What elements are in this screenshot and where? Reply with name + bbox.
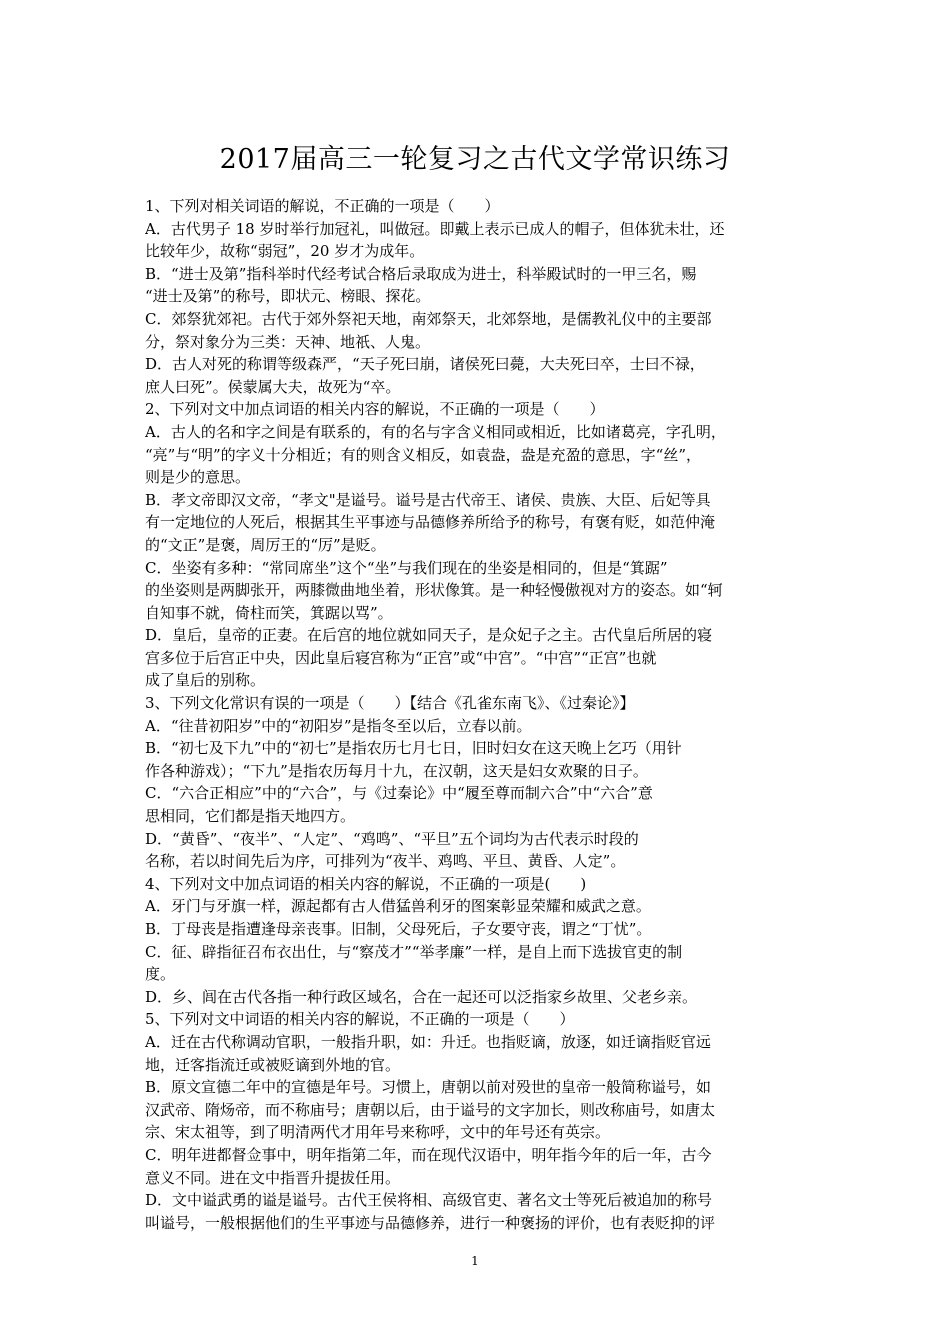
text-line: 比较年少，故称“弱冠”，20 岁才为成年。 (145, 242, 425, 261)
answer-option (145, 715, 809, 738)
answer-option (145, 1076, 809, 1144)
answer-option (145, 1031, 809, 1076)
text-line: A．“往昔初阳岁”中的“初阳岁”是指冬至以后，立春以前。 (145, 716, 532, 735)
text-line: 则是少的意思。 (145, 468, 251, 487)
text-line: A．牙门与牙旗一样，源起都有古人借猛兽利牙的图案彰显荣耀和威武之意。 (145, 897, 651, 916)
text-line: C．明年进都督佥事中，明年指第二年，而在现代汉语中，明年指今年的后一年，古今 (145, 1145, 712, 1164)
question-stem (145, 873, 809, 896)
text-line: 思相同，它们都是指天地四方。 (145, 807, 356, 826)
text-line: B．原文宣德二年中的宣德是年号。习惯上，唐朝以前对殁世的皇帝一般简称谥号，如 (145, 1078, 712, 1097)
text-line: 5、下列对文中词语的相关内容的解说，不正确的一项是（ ） (145, 1010, 575, 1029)
text-line: A．古人的名和字之间是有联系的，有的名与字含义相同或相近，比如诸葛亮，字孔明， (145, 422, 726, 441)
text-line: 2、下列对文中加点词语的相关内容的解说，不正确的一项是（ ） (145, 400, 605, 419)
answer-option (145, 737, 809, 782)
question-stem (145, 692, 809, 715)
text-line: 汉武帝、隋炀帝，而不称庙号；唐朝以后，由于谥号的文字加长，则改称庙号，如唐太 (145, 1100, 716, 1119)
answer-option (145, 263, 809, 308)
text-line: D．“黄昏”、“夜半”、“人定”、“鸡鸣”、“平旦”五个词均为古代表示时段的 (145, 829, 639, 848)
text-line: 地，迁客指流迁或被贬谪到外地的官。 (145, 1055, 401, 1074)
text-line: B．丁母丧是指遭逢母亲丧事。旧制，父母死后，子女要守丧，谓之“丁忧”。 (145, 920, 652, 938)
text-line: B．“进士及第”指科举时代经考试合格后录取成为进士，科举殿试时的一甲三名，赐 (145, 264, 697, 283)
answer-option (145, 421, 809, 489)
answer-option (145, 895, 809, 918)
question-stem (145, 195, 809, 218)
text-line: 作各种游戏）；“下九”是指农历每月十九，在汉朝，这天是妇女欢聚的日子。 (145, 761, 648, 780)
document-title: 2017届高三一轮复习之古代文学常识练习 (219, 144, 731, 175)
text-line: 3、下列文化常识有误的一项是（ ）【结合《孔雀东南飞》、《过秦论》】 (145, 694, 635, 713)
text-line: B．孝文帝即汉文帝，“孝文"是谥号。谥号是古代帝王、诸侯、贵族、大臣、后妃等具 (145, 490, 711, 509)
answer-option (145, 1144, 809, 1189)
text-line: 有一定地位的人死后，根据其生平事迹与品德修养所给予的称号，有褒有贬，如范仲淹 (145, 513, 716, 532)
text-line: 宗、宋太祖等，到了明清两代才用年号来称呼，文中的年号还有英宗。 (145, 1123, 611, 1142)
text-line: D．皇后，皇帝的正妻。在后宫的地位就如同天子，是众妃子之主。古代皇后所居的寝 (145, 626, 713, 645)
text-line: 意义不同。进在文中指晋升提拔任用。 (145, 1168, 401, 1187)
answer-option (145, 986, 809, 1009)
answer-option (145, 308, 809, 353)
text-line: 的坐姿则是两脚张开，两膝微曲地坐着，形状像箕。是一种轻慢傲视对方的姿态。如“轲 (145, 581, 723, 600)
text-line: 宫多位于后宫正中央，因此皇后寝宫称为“正宫”或“中宫”。“中宫”“正宫”也就 (145, 648, 657, 667)
answer-option (145, 353, 809, 398)
text-line: C．“六合正相应”中的“六合”，与《过秦论》中“履至尊而制六合”中“六合”意 (145, 784, 653, 803)
text-line: A．迁在古代称调动官职，一般指升职，如：升迁。也指贬谪，放逐，如迁谪指贬官远 (145, 1032, 711, 1051)
text-line: 叫谥号，一般根据他们的生平事迹与品德修养，进行一种褒扬的评价，也有表贬抑的评 (145, 1213, 716, 1232)
text-line: 自知事不就，倚柱而笑，箕踞以骂”。 (145, 603, 393, 622)
answer-option (145, 828, 809, 873)
text-line: D．文中谥武勇的谥是谥号。古代王侯将相、高级官吏、著名文士等死后被追加的称号 (145, 1191, 713, 1210)
question-stem (145, 398, 809, 421)
text-line: D．乡、闾在古代各指一种行政区域名，合在一起还可以泛指家乡故里、父老乡亲。 (145, 987, 698, 1006)
text-line: C．征、辟指征召布衣出仕，与“察茂才”“举孝廉”一样，是自上而下选拔官吏的制 (145, 942, 683, 961)
text-line: 4、下列对文中加点词语的相关内容的解说，不正确的一项是( ) (145, 874, 587, 893)
page-number: 1 (471, 1254, 479, 1268)
text-line: 庶人曰死”。侯蒙属大夫，故死为“卒。 (145, 377, 401, 396)
text-line: 名称，若以时间先后为序，可排列为“夜半、鸡鸣、平旦、黄昏、人定”。 (145, 852, 626, 871)
text-line: “亮”与“明”的字义十分相近；有的则含义相反，如袁盎，盎是充盈的意思，字“丝”， (145, 445, 702, 464)
answer-option (145, 624, 809, 692)
answer-option (145, 557, 809, 625)
text-line: B．“初七及下九”中的“初七”是指农历七月七日，旧时妇女在这天晚上乞巧（用针 (145, 739, 682, 758)
answer-option (145, 218, 809, 263)
answer-option (145, 918, 809, 941)
text-line: C．郊祭犹郊祀。古代于郊外祭祀天地，南郊祭天，北郊祭地，是儒教礼仪中的主要部 (145, 309, 712, 328)
text-line: C．坐姿有多种：“常同席坐”这个“坐”与我们现在的坐姿是相同的，但是“箕踞” (145, 558, 668, 577)
text-line: 度。 (145, 965, 176, 984)
text-line: 1、下列对相关词语的解说，不正确的一项是（ ） (145, 197, 500, 215)
question-stem (145, 1008, 809, 1031)
text-line: 的“文正”是褒，周厉王的“厉”是贬。 (145, 535, 386, 554)
text-line: A．古代男子 18 岁时举行加冠礼，叫做冠。即戴上表示已成人的帽子，但体犹未壮，还 (145, 219, 725, 238)
text-line: D．古人对死的称谓等级森严，“天子死曰崩，诸侯死曰薨，大夫死曰卒，士曰不禄， (145, 355, 705, 374)
text-line: 分，祭对象分为三类：天神、地祇、人鬼。 (145, 332, 431, 351)
answer-option (145, 941, 809, 986)
text-line: “进士及第”的称号，即状元、榜眼、探花。 (145, 287, 431, 306)
answer-option (145, 1189, 809, 1234)
answer-option (145, 782, 809, 827)
text-line: 成了皇后的别称。 (145, 671, 266, 690)
document-body (145, 195, 809, 1234)
answer-option (145, 489, 809, 557)
